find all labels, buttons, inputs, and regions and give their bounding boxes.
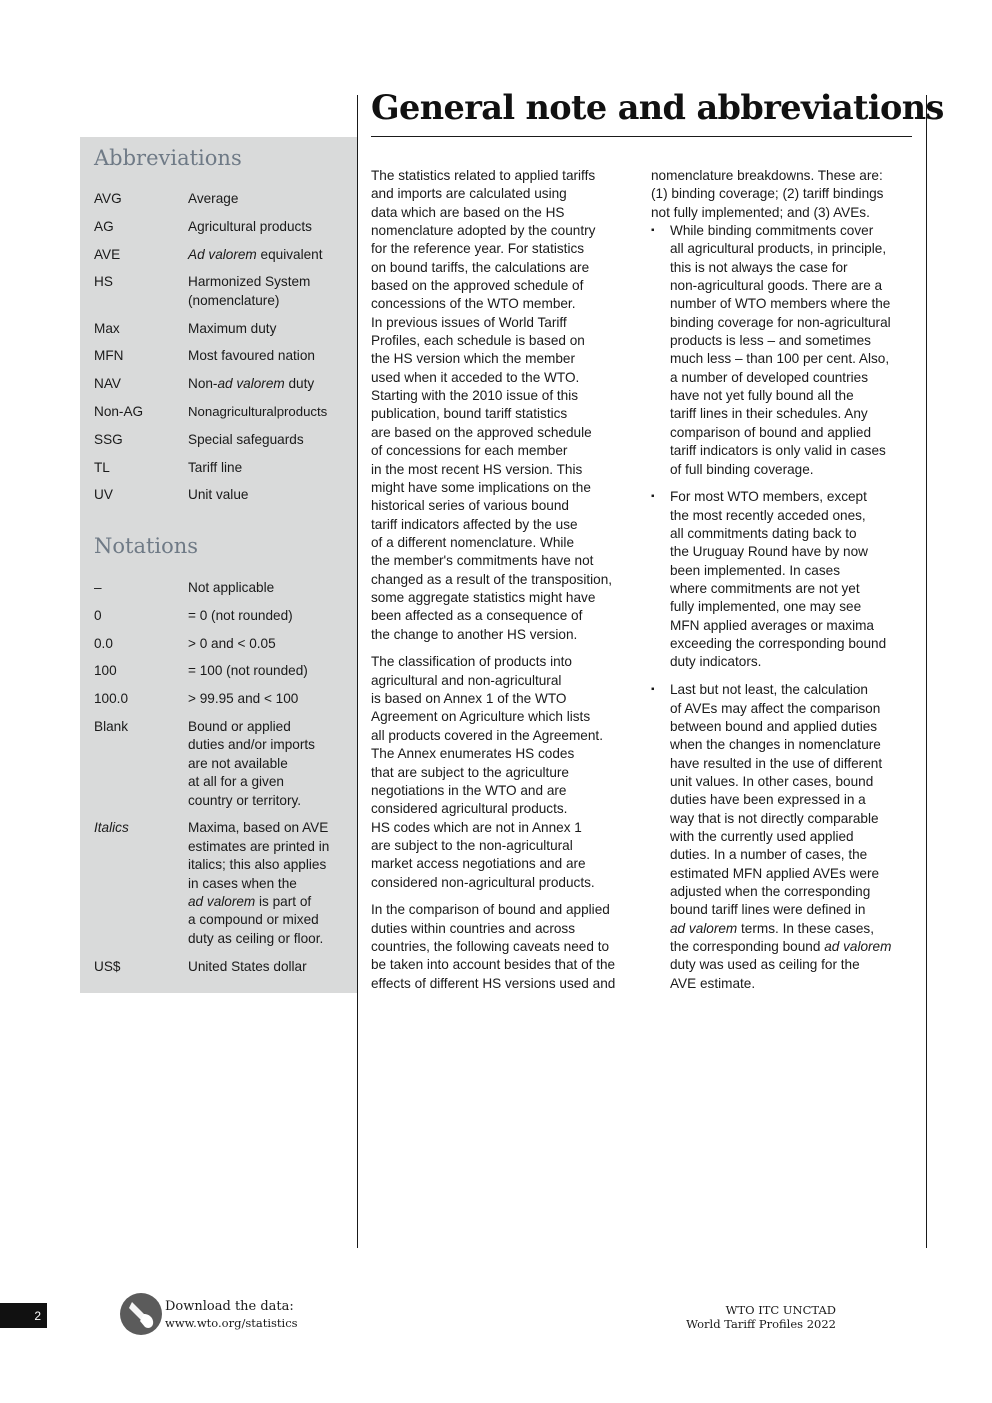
bullet-text: exceeding the corresponding bound xyxy=(670,636,887,652)
notation-row xyxy=(94,635,356,653)
body-line: the member's commitments have not xyxy=(371,553,594,569)
notation-text: estimates are printed in xyxy=(188,838,330,854)
bullet-line xyxy=(670,755,919,773)
body-line: countries, the following caveats need to xyxy=(371,939,610,955)
bullet-text: of AVEs may affect the comparison xyxy=(670,700,881,716)
abbreviation-value xyxy=(188,403,348,421)
bullet-text: adjusted when the corresponding xyxy=(670,884,871,900)
bullet-line xyxy=(670,975,919,993)
bullet-text: bound tariff lines were defined in xyxy=(670,902,866,918)
bullet-line xyxy=(670,350,919,368)
bullet-line xyxy=(670,828,919,846)
body-line: The Annex enumerates HS codes xyxy=(371,746,575,762)
notation-line xyxy=(188,893,348,911)
bullet-line xyxy=(670,461,919,479)
bullet-line xyxy=(670,369,919,387)
body-line: Starting with the 2010 issue of this xyxy=(371,388,579,404)
body-line: concessions of the WTO member. xyxy=(371,296,576,312)
body-line: nomenclature adopted by the country xyxy=(371,223,596,239)
body-line: historical series of various bound xyxy=(371,498,569,514)
notation-value: > 0 and < 0.05 xyxy=(188,635,276,651)
bullet-line xyxy=(670,222,919,240)
bullet-text: tariff indicators is only valid in cases xyxy=(670,443,886,459)
body-line: and imports are calculated using xyxy=(371,186,567,202)
download-block xyxy=(165,1298,298,1331)
notation-row xyxy=(94,718,356,810)
bullet-line xyxy=(670,956,919,974)
title-rule xyxy=(371,136,912,137)
body-line: Profiles, each schedule is based on xyxy=(371,333,585,349)
body-paragraph xyxy=(371,901,639,993)
abbreviation-row xyxy=(94,347,356,365)
intro-line: nomenclature breakdowns. These are: xyxy=(651,168,883,183)
bullet-text: the corresponding bound xyxy=(670,939,825,955)
bullet-text: unit values. In other cases, bound xyxy=(670,774,874,789)
bullet-line xyxy=(670,883,919,901)
body-line: considered non-agricultural products. xyxy=(371,874,595,890)
bullet-text: where commitments are not yet xyxy=(670,581,860,597)
abbreviation-key: NAV xyxy=(94,376,121,392)
abbreviation-key: TL xyxy=(94,459,110,475)
notation-italic: ad valorem xyxy=(188,894,256,910)
bullet-line xyxy=(670,525,919,543)
notation-row xyxy=(94,579,356,597)
body-line: publication, bound tariff statistics xyxy=(371,406,568,422)
abbreviation-value xyxy=(188,273,348,310)
notation-value: Bound or applied duties and/or imports are not available at all for a given country or territory. xyxy=(188,718,315,808)
bullet-line xyxy=(670,488,919,506)
bullet-line xyxy=(670,617,919,635)
bullet-line xyxy=(670,240,919,258)
bullet-text: the most recently acceded ones, xyxy=(670,507,866,523)
bullet-line xyxy=(670,332,919,350)
bullet-text: duties have been expressed in a xyxy=(670,792,866,808)
abbreviation-value xyxy=(188,431,348,449)
abbreviation-row xyxy=(94,246,356,264)
abbreviation-value xyxy=(188,320,348,338)
abbreviation-value xyxy=(188,486,348,504)
body-line: for the reference year. For statistics xyxy=(371,241,585,257)
bullet-italic: ad valorem xyxy=(824,939,892,955)
notation-value: United States dollar xyxy=(188,958,307,974)
abbreviation-row xyxy=(94,375,356,393)
body-line: all products covered in the Agreement. xyxy=(371,727,603,743)
bullet-line xyxy=(670,543,919,561)
abbreviation-key: SSG xyxy=(94,431,123,447)
bullet-line xyxy=(670,442,919,460)
bullet-text: this is not always the case for xyxy=(670,259,848,275)
body-line: effects of different HS versions used and xyxy=(371,975,616,991)
notation-key: 0 xyxy=(94,607,102,623)
abbreviation-text: Harmonized System (nomenclature) xyxy=(188,274,311,308)
notation-key: – xyxy=(94,580,102,595)
page-title: General note and abbreviations xyxy=(371,88,944,127)
notations-list xyxy=(94,579,356,985)
bullet-text: non-agricultural goods. There are a xyxy=(670,278,883,294)
body-line: The statistics related to applied tariffs xyxy=(371,168,596,183)
page-number: 2 xyxy=(0,1303,47,1328)
abbreviation-text: duty xyxy=(284,376,315,392)
bullet-line xyxy=(670,405,919,423)
notation-text: a compound or mixed xyxy=(188,912,319,928)
notation-key: 100.0 xyxy=(94,691,129,707)
bullet-text: Last but not least, the calculation xyxy=(670,682,868,698)
bullet-line xyxy=(670,314,919,332)
abbreviation-value xyxy=(188,375,348,393)
abbreviation-text: Agricultural products xyxy=(188,218,312,234)
bullet-line xyxy=(670,424,919,442)
body-line: tariff indicators affected by the use xyxy=(371,516,578,532)
notation-line xyxy=(188,819,348,837)
download-label: Download the data: xyxy=(165,1299,294,1314)
body-line: The classification of products into xyxy=(371,654,572,670)
abbreviation-italic: ad valorem xyxy=(217,376,285,392)
body-line: the HS version which the member xyxy=(371,351,575,367)
abbreviation-row xyxy=(94,459,356,477)
notation-value: Not applicable xyxy=(188,580,275,595)
bullet-text: much less – than 100 per cent. Also, xyxy=(670,351,890,367)
bullet-text: duty indicators. xyxy=(670,654,762,670)
notation-row xyxy=(94,690,356,708)
bullet-item xyxy=(651,222,919,479)
bullet-text: MFN applied averages or maxima xyxy=(670,617,874,633)
abbreviation-text: Most favoured nation xyxy=(188,348,315,364)
abbreviation-text: Unit value xyxy=(188,487,249,503)
body-line: some aggregate statistics might have xyxy=(371,589,596,605)
bullet-text: tariff lines in their schedules. Any xyxy=(670,406,868,422)
bullet-line xyxy=(670,277,919,295)
body-line: agricultural and non-agricultural xyxy=(371,672,562,688)
abbreviation-text: Nonagriculturalproducts xyxy=(188,403,328,419)
abbreviation-key: AVE xyxy=(94,246,121,262)
notation-text: Maxima, based on AVE xyxy=(188,820,329,836)
bullet-line xyxy=(670,681,919,699)
notation-key: 100 xyxy=(94,663,117,679)
notation-line xyxy=(188,911,348,929)
abbreviations-heading: Abbreviations xyxy=(94,146,242,170)
abbreviation-value xyxy=(188,246,348,264)
bullet-line xyxy=(670,791,919,809)
bullet-item xyxy=(651,681,919,993)
body-line: negotiations in the WTO and are xyxy=(371,782,567,798)
bullet-line xyxy=(670,653,919,671)
abbreviation-key: AG xyxy=(94,218,114,234)
notation-row xyxy=(94,958,356,976)
abbreviation-value xyxy=(188,190,348,208)
abbreviation-text: Tariff line xyxy=(188,459,243,475)
notations-heading: Notations xyxy=(94,534,199,558)
bullet-line xyxy=(670,736,919,754)
bullet-text: between bound and applied duties xyxy=(670,718,878,734)
body-line: of a different nomenclature. While xyxy=(371,534,575,550)
bullet-text: when the changes in nomenclature xyxy=(670,737,881,753)
body-line: duties within countries and across xyxy=(371,920,576,936)
bullet-line xyxy=(670,901,919,919)
bullet-text: comparison of bound and applied xyxy=(670,424,872,440)
bullet-text: For most WTO members, except xyxy=(670,489,867,505)
notation-value xyxy=(188,819,348,948)
notation-value: = 100 (not rounded) xyxy=(188,663,308,679)
abbreviation-row xyxy=(94,218,356,236)
bullet-text: of full binding coverage. xyxy=(670,461,814,477)
abbreviation-key: Non-AG xyxy=(94,403,144,419)
body-paragraph xyxy=(371,653,639,891)
abbreviation-italic: Ad valorem xyxy=(188,246,257,262)
bullet-text: all agricultural products, in principle, xyxy=(670,241,887,257)
text-column-left xyxy=(371,167,639,1003)
notation-line xyxy=(188,856,348,874)
bullet-line xyxy=(670,773,919,791)
bullet-text: While binding commitments cover xyxy=(670,223,874,239)
body-line: on bound tariffs, the calculations are xyxy=(371,259,590,275)
bullet-italic: ad valorem xyxy=(670,920,738,936)
body-line: HS codes which are not in Annex 1 xyxy=(371,819,582,835)
bullet-line xyxy=(670,718,919,736)
body-line: data which are based on the HS xyxy=(371,204,565,220)
abbreviation-text: Maximum duty xyxy=(188,320,277,336)
bullet-line xyxy=(670,700,919,718)
text-column-right xyxy=(651,167,919,1003)
body-line: is based on Annex 1 of the WTO xyxy=(371,691,567,707)
bullet-line xyxy=(670,259,919,277)
bullet-text: way that is not directly comparable xyxy=(670,810,879,826)
bullet-text: products is less – and sometimes xyxy=(670,333,871,349)
bullet-text: all commitments dating back to xyxy=(670,526,857,542)
body-line: been affected as a consequence of xyxy=(371,608,583,624)
bullet-text: AVE estimate. xyxy=(670,975,756,991)
intro-paragraph xyxy=(651,167,919,222)
bullet-text: duty was used as ceiling for the xyxy=(670,957,860,973)
bullet-text: binding coverage for non-agricultural xyxy=(670,314,891,330)
bullet-line xyxy=(670,810,919,828)
abbreviation-value xyxy=(188,218,348,236)
notation-text: in cases when the xyxy=(188,875,297,891)
bullet-line xyxy=(670,507,919,525)
body-line: in the most recent HS version. This xyxy=(371,461,583,477)
body-line: In previous issues of World Tariff xyxy=(371,314,567,330)
bullet-text: with the currently used applied xyxy=(670,829,854,845)
body-line: market access negotiations and are xyxy=(371,856,586,872)
body-line: that are subject to the agriculture xyxy=(371,764,569,780)
column-divider-right xyxy=(926,95,927,1248)
bullet-text: a number of developed countries xyxy=(670,369,868,385)
bullet-line xyxy=(670,295,919,313)
bullet-line xyxy=(670,938,919,956)
bullet-text: fully implemented, one may see xyxy=(670,599,862,615)
body-line: might have some implications on the xyxy=(371,479,591,495)
abbreviation-text: Special safeguards xyxy=(188,431,304,447)
body-line: are based on the approved schedule xyxy=(371,424,592,440)
bullet-item xyxy=(651,488,919,671)
bullet-text: have resulted in the use of different xyxy=(670,755,883,771)
notation-row xyxy=(94,819,356,948)
body-line: the change to another HS version. xyxy=(371,626,578,642)
bullet-text: duties. In a number of cases, the xyxy=(670,847,868,863)
bullet-text: have not yet fully bound all the xyxy=(670,388,854,404)
download-icon[interactable] xyxy=(120,1293,162,1335)
notation-line xyxy=(188,875,348,893)
body-line: be taken into account besides that of the xyxy=(371,957,616,973)
notation-text: italics; this also applies xyxy=(188,857,327,873)
download-link[interactable]: www.wto.org/statistics xyxy=(165,1316,298,1330)
abbreviation-row xyxy=(94,431,356,449)
abbreviation-key: UV xyxy=(94,487,113,503)
bullet-line xyxy=(670,635,919,653)
bullet-text: the Uruguay Round have by now xyxy=(670,544,868,560)
abbreviation-row xyxy=(94,190,356,208)
bullet-line xyxy=(670,580,919,598)
publication-footer xyxy=(686,1303,836,1331)
body-line: considered agricultural products. xyxy=(371,801,568,817)
body-line: Agreement on Agriculture which lists xyxy=(371,709,591,725)
notation-key: Blank xyxy=(94,718,129,734)
abbreviations-list xyxy=(94,190,356,514)
bullet-line xyxy=(670,562,919,580)
notation-key: Italics xyxy=(94,820,129,836)
abbreviation-key: Max xyxy=(94,320,120,336)
abbreviation-row xyxy=(94,486,356,504)
body-line: are subject to the non-agricultural xyxy=(371,837,573,853)
body-line: used when it acceded to the WTO. xyxy=(371,369,580,385)
notation-line xyxy=(188,838,348,856)
intro-line: (1) binding coverage; (2) tariff bindings xyxy=(651,186,884,202)
body-line: of concessions for each member xyxy=(371,443,568,459)
bullet-text: number of WTO members where the xyxy=(670,296,891,312)
bullet-line xyxy=(670,387,919,405)
notation-row xyxy=(94,607,356,625)
publication-title: World Tariff Profiles 2022 xyxy=(686,1317,836,1331)
bullet-text: terms. In these cases, xyxy=(737,920,874,936)
notation-value: = 0 (not rounded) xyxy=(188,607,293,623)
abbreviation-value xyxy=(188,347,348,365)
bullet-line xyxy=(670,865,919,883)
abbreviation-text: equivalent xyxy=(256,246,323,262)
notation-value: > 99.95 and < 100 xyxy=(188,691,299,707)
bullet-line xyxy=(670,598,919,616)
abbreviation-key: AVG xyxy=(94,191,122,206)
body-line: changed as a result of the transposition, xyxy=(371,571,613,587)
bullet-line xyxy=(670,920,919,938)
column-divider-left xyxy=(357,95,358,1248)
body-paragraph xyxy=(371,167,639,644)
abbreviation-key: MFN xyxy=(94,348,124,364)
abbreviation-text: Average xyxy=(188,191,239,206)
abbreviation-key: HS xyxy=(94,274,113,290)
notation-text: is part of xyxy=(255,894,312,910)
notation-text: duty as ceiling or floor. xyxy=(188,930,324,946)
notation-key: 0.0 xyxy=(94,635,113,651)
abbreviation-row xyxy=(94,320,356,338)
body-line: In the comparison of bound and applied xyxy=(371,902,610,918)
publisher-name: WTO ITC UNCTAD xyxy=(725,1303,836,1317)
abbreviation-row xyxy=(94,273,356,310)
notation-line xyxy=(188,930,348,948)
bullet-text: estimated MFN applied AVEs were xyxy=(670,865,880,881)
body-line: based on the approved schedule of xyxy=(371,278,584,294)
notation-key: US$ xyxy=(94,958,121,974)
bullet-line xyxy=(670,846,919,864)
notation-row xyxy=(94,662,356,680)
abbreviation-text: Non- xyxy=(188,376,218,392)
intro-line: not fully implemented; and (3) AVEs. xyxy=(651,204,870,220)
bullet-text: been implemented. In cases xyxy=(670,562,841,578)
abbreviation-value xyxy=(188,459,348,477)
abbreviation-row xyxy=(94,403,356,421)
